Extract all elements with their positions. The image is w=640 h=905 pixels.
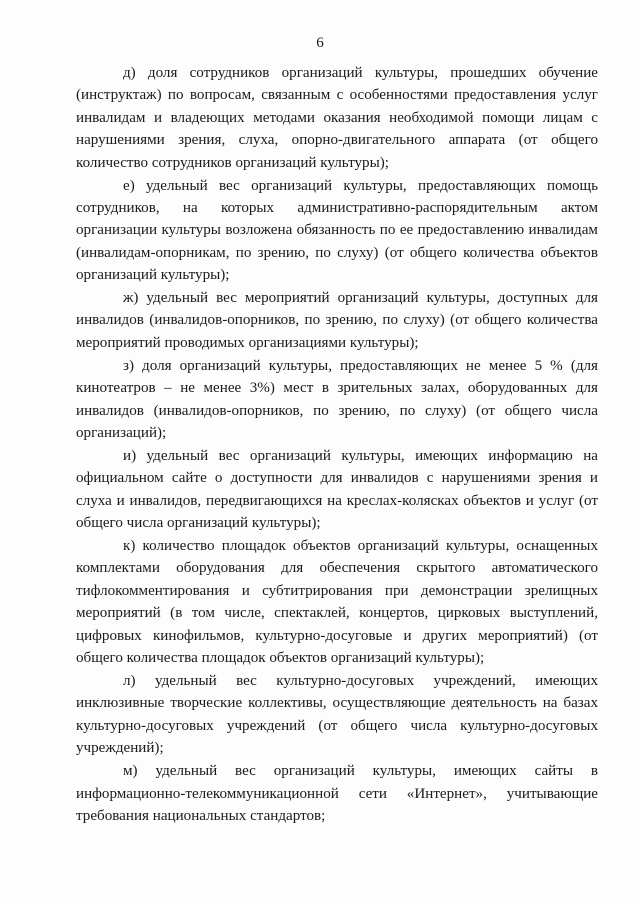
paragraph-z: з) доля организаций культуры, предоставляющих не менее 5 % (для кинотеатров – не менее 3%) мест в зрительных залах, оборудованных для инвалидов (инвалидов-опорников, по зрению, по слуху) (от общего числа организаций);: [76, 357, 598, 441]
page-number: 6: [316, 35, 324, 51]
paragraph-zh: ж) удельный вес мероприятий организаций культуры, доступных для инвалидов (инвалидов-опорников, по зрению, по слуху) (от общего количества мероприятий проводимых организациями культуры);: [76, 290, 598, 351]
paragraph-k: к) количество площадок объектов организаций культуры, оснащенных комплектами оборудования для обеспечения скрытого автоматического тифлокомментирования и субтитрирования при демонстрации зрелищных мероприятий (в том числе, спектаклей, концертов, цирковых выступлений, цифровых кинофильмов, культурно-досуговые и других мероприятий) (от общего количества площадок объектов организаций культуры);: [76, 538, 598, 667]
paragraph-m: м) удельный вес организаций культуры, имеющих сайты в информационно-телекоммуникационной сети «Интернет», учитывающие требования национальных стандартов;: [76, 763, 598, 824]
paragraph-l: л) удельный вес культурно-досуговых учреждений, имеющих инклюзивные творческие коллективы, осуществляющие деятельность на базах культурно-досуговых учреждений (от общего числа культурно-досуговых учреждений);: [76, 672, 598, 757]
paragraph-i: и) удельный вес организаций культуры, имеющих информацию на официальном сайте о доступности для инвалидов с нарушениями зрения и слуха и инвалидов, передвигающихся на креслах-колясках объектов и услуг (от общего числа организаций культуры);: [76, 447, 598, 532]
document-body: [76, 62, 598, 827]
paragraph-e: е) удельный вес организаций культуры, предоставляющих помощь сотрудников, на которых административно-распорядительным актом организации культуры возложена обязанность по ее предоставлению инвалидам (инвалидам-опорникам, по зрению, по слуху) (от общего количества объектов организаций культуры);: [76, 177, 598, 284]
paragraph-d: д) доля сотрудников организаций культуры, прошедших обучение (инструктаж) по вопросам, связанным с особенностями предоставления услуг инвалидам и владеющих методами оказания необходимой помощи лицам с нарушениями зрения, слуха, опорно-двигательного аппарата (от общего количество сотрудников организаций культуры);: [76, 65, 598, 171]
